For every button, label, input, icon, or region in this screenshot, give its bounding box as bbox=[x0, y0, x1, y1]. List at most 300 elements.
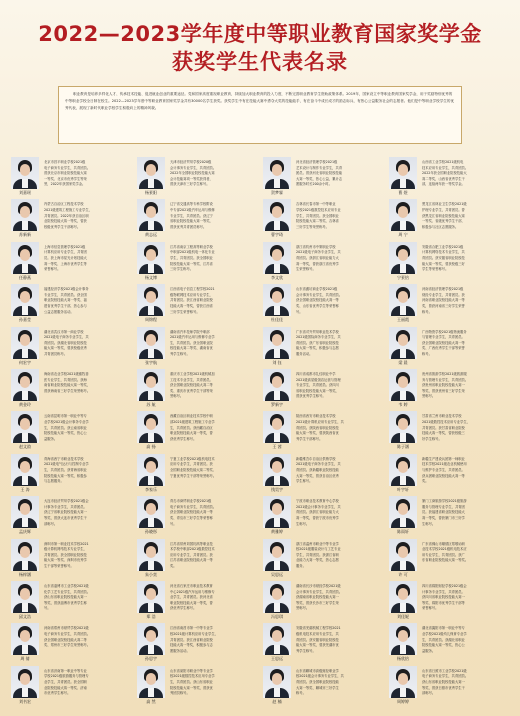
description-line: 等奖，曾获长沙市三好学生荣 bbox=[296, 600, 339, 605]
student-description bbox=[44, 245, 130, 273]
student-grid bbox=[8, 156, 512, 708]
student-photo bbox=[389, 666, 417, 698]
student-card bbox=[386, 580, 512, 622]
description-line: 学生，共青团员。获浙江省职 bbox=[296, 552, 339, 557]
student-photo bbox=[137, 666, 165, 698]
student-photo bbox=[263, 496, 291, 528]
student-card bbox=[8, 326, 134, 368]
description-line: 术学校中职部2021级数控技术 bbox=[170, 547, 215, 552]
description-line: 大赛一等奖，热心公益，累计志 bbox=[296, 176, 343, 181]
description-line: 等奖，曾获大连市优秀学生干 bbox=[44, 515, 87, 520]
student-description bbox=[422, 202, 508, 230]
student-photo bbox=[11, 496, 39, 528]
student-description bbox=[170, 669, 256, 697]
student-name: 孟庆辉 bbox=[19, 529, 31, 535]
description-line: 学生，共青团员。获全国职业 bbox=[170, 255, 213, 260]
student-card bbox=[386, 241, 512, 283]
description-line: 电子商务专业学生，共青团员。 bbox=[422, 674, 469, 679]
description-line: 校级优秀学生干部称号。 bbox=[44, 224, 81, 229]
description-line: 曾获优秀共青团员称号。 bbox=[170, 224, 207, 229]
description-line: 技术学校2021级农业机械使用 bbox=[422, 462, 467, 467]
description-line: 与维护专业学生，共青团员。 bbox=[422, 467, 465, 472]
student-description bbox=[296, 669, 382, 697]
student-description bbox=[170, 414, 256, 442]
student-description bbox=[170, 626, 256, 654]
student-description bbox=[422, 372, 508, 400]
student-photo bbox=[389, 242, 417, 274]
student-description bbox=[422, 584, 508, 612]
student-card bbox=[260, 538, 386, 580]
student-photo bbox=[263, 454, 291, 486]
description-line: 青团员。获浙江省职业能力大 bbox=[296, 255, 339, 260]
student-description bbox=[44, 499, 130, 527]
description-line bbox=[170, 479, 256, 485]
student-name: 刘嘉瑶 bbox=[19, 190, 31, 195]
description-line: 积极参与社区志愿服务。 bbox=[422, 224, 459, 229]
page-title-line2: 获奖学生代表名录 bbox=[172, 50, 348, 74]
description-line: 秀学生称号。 bbox=[296, 648, 316, 653]
student-description bbox=[296, 626, 382, 654]
description-line: 2021级汽车运用与维修专业学 bbox=[170, 335, 215, 340]
description-line: 能大赛一等奖、深圳市优秀学 bbox=[44, 558, 87, 563]
description-line: 2022年获全国职业院校技能大 bbox=[422, 171, 467, 176]
student-card bbox=[134, 495, 260, 537]
description-line: 内蒙古自治区工程技术学校 bbox=[44, 202, 84, 207]
description-line: 与管理专业学生，共青团员。 bbox=[422, 335, 465, 340]
description-line: 专业学生，共青团员。获全国 bbox=[44, 292, 87, 297]
student-name: 王丽霞 bbox=[397, 317, 409, 323]
description-line: 湖南省长沙市财经学校2021级 bbox=[296, 584, 341, 588]
student-card bbox=[8, 241, 134, 283]
student-name: 陈子涵 bbox=[397, 444, 409, 450]
description-line: 等奖，曾获淄博市优秀学生称 bbox=[44, 600, 87, 605]
description-line: 业院校技能大赛一等奖，曾获 bbox=[44, 219, 87, 224]
description-line: 云南省昆明市第一职业中等专 bbox=[44, 414, 87, 419]
description-line: 山东省济南第一职业中等专业 bbox=[44, 668, 87, 673]
description-line: 山东省淄博市工业学校2021级 bbox=[44, 584, 89, 588]
description-line: 获全国职业院校技能大赛一等 bbox=[296, 298, 339, 303]
student-description bbox=[422, 287, 508, 315]
description-line: 业学生，共青团员。获全国职 bbox=[44, 679, 87, 684]
description-line: 会计技能赛项一等奖获得者， bbox=[170, 176, 213, 181]
description-line: 河南省经济管理学校2021级 bbox=[422, 287, 464, 292]
description-line: 专业学生，共青团员。获辽宁 bbox=[170, 213, 213, 218]
description-line: 誉，2022年获国家奖学金。 bbox=[44, 182, 86, 187]
description-line: 电子商务专业学生，共青团员。 bbox=[44, 165, 91, 170]
description-line: 陕西省西安市职业技术学校 bbox=[296, 414, 336, 419]
description-line: 益服务。 bbox=[44, 436, 58, 441]
description-line: 获兵团职业院校技能大赛一等 bbox=[422, 473, 465, 478]
student-card bbox=[260, 241, 386, 283]
description-line: 吉林省长春市第一中等职业 bbox=[296, 202, 336, 207]
description-line: 奖。 bbox=[422, 479, 429, 484]
student-name: 罗新宇 bbox=[271, 402, 283, 407]
description-line: 共青团员。2022年获自治区职 bbox=[44, 213, 89, 218]
student-card bbox=[8, 410, 134, 452]
description-line: 护理专业学生，共青团员。曾 bbox=[422, 207, 465, 212]
student-description bbox=[296, 287, 382, 315]
student-name: 贺梦霖 bbox=[271, 190, 283, 195]
description-line: 青团员。获广东省职业院校技 bbox=[296, 340, 339, 345]
student-photo bbox=[263, 284, 291, 316]
description-line: 号。 bbox=[44, 606, 51, 611]
description-line: 奖，曾获河南省三好学生荣誉 bbox=[422, 303, 465, 308]
description-line: 用专业学生，共青团员。获广 bbox=[422, 552, 465, 557]
student-name: 黄雅婷 bbox=[271, 529, 283, 535]
description-line: 曾获天津市三好学生称号。 bbox=[170, 182, 210, 187]
student-name: 许 可 bbox=[398, 571, 408, 577]
description-line: 会计事务专业学生，共青团员。 bbox=[170, 165, 217, 170]
student-description bbox=[44, 542, 130, 570]
description-line: 生，共青团员。获西藏自治区 bbox=[170, 425, 213, 430]
student-photo bbox=[389, 199, 417, 231]
description-line: 奖、广西优秀学生干部等荣誉 bbox=[422, 346, 465, 351]
student-card bbox=[134, 326, 260, 368]
student-card bbox=[8, 622, 134, 664]
description-line: 湖北省襄阳市第一职业中等专 bbox=[422, 626, 465, 631]
description-line: 院校技能大赛一等奖，积极参 bbox=[44, 473, 87, 478]
description-line: 共青团员。获江西省职业院校 bbox=[170, 637, 213, 642]
student-description bbox=[170, 287, 256, 315]
description-line: 院校技能大赛一等奖、江苏省 bbox=[170, 261, 213, 266]
student-description bbox=[44, 202, 130, 230]
description-line bbox=[44, 649, 130, 655]
student-name: 王 茜 bbox=[272, 444, 282, 450]
description-line: 与志愿服务。 bbox=[44, 479, 64, 484]
student-name: 周锦程 bbox=[145, 317, 157, 323]
description-line: 奖、郑州市三好学生荣誉称号。 bbox=[44, 643, 91, 648]
description-line: 青团员。获湖北省职业院校技 bbox=[44, 340, 87, 345]
student-photo bbox=[389, 496, 417, 528]
student-description bbox=[170, 372, 256, 400]
description-line: 服务活动。 bbox=[296, 351, 313, 356]
description-line: 青团员。获浙江省职业能力大 bbox=[296, 510, 339, 515]
description-line: 生称号。 bbox=[422, 521, 436, 526]
student-description bbox=[44, 626, 130, 654]
description-line: 服务。 bbox=[296, 563, 306, 568]
student-card bbox=[260, 580, 386, 622]
student-photo bbox=[263, 199, 291, 231]
student-card bbox=[386, 495, 512, 537]
student-card bbox=[8, 665, 134, 707]
description-line: 2021级计算机应用专业学生，共 bbox=[296, 419, 344, 424]
description-line: 大连市经济贸易学校2021级会 bbox=[44, 499, 89, 504]
student-name: 吴思远 bbox=[271, 571, 283, 577]
description-line: 共青团员。获江西省职业院校 bbox=[170, 298, 213, 303]
description-line: 广东省佛山市顺德区郑敬诒职 bbox=[422, 541, 465, 546]
student-name: 梁 晨 bbox=[398, 359, 408, 365]
student-name: 李文欣 bbox=[271, 274, 283, 280]
description-line: 誉称号。 bbox=[422, 394, 436, 399]
student-card bbox=[134, 283, 260, 325]
description-line: 级机电技术应用专业学生，共 bbox=[296, 631, 339, 636]
student-name: 叶宇轩 bbox=[397, 486, 409, 492]
student-card bbox=[260, 156, 386, 198]
description-line: 河南省郑州市财贸学校2021级 bbox=[44, 626, 89, 631]
student-description bbox=[170, 499, 256, 527]
description-line: 一等奖、北京市优秀学生等荣 bbox=[44, 176, 87, 181]
student-card bbox=[134, 665, 260, 707]
description-line: 生，共青团员。获全国职业院 bbox=[170, 340, 213, 345]
description-line: 部称号。 bbox=[422, 691, 436, 696]
student-description bbox=[422, 626, 508, 654]
student-photo bbox=[11, 623, 39, 655]
student-photo bbox=[11, 157, 39, 189]
description-line: 技能大赛一等奖，积极参与志 bbox=[170, 643, 213, 648]
description-line: 服务与管理专业学生，共青团 bbox=[422, 504, 465, 509]
description-line: 深圳市第一职业技术学校2021 bbox=[44, 541, 89, 546]
description-line: 技术应用专业学生，共青团员。 bbox=[422, 165, 469, 170]
description-line: 会计事务专业学生，共青团员。 bbox=[296, 292, 343, 297]
description-line: 辽宁省交通高等专科学校附设 bbox=[170, 202, 213, 207]
student-description bbox=[44, 669, 130, 697]
student-name: 周 倩 bbox=[20, 656, 30, 662]
description-line: 山东省日照市工业学校2021级 bbox=[422, 668, 467, 673]
description-line: 秀团员称号。 bbox=[170, 691, 190, 696]
student-name: 刘 钰 bbox=[272, 359, 282, 365]
description-line: 生称号。 bbox=[296, 521, 310, 526]
student-description bbox=[422, 499, 508, 527]
student-card bbox=[260, 198, 386, 240]
student-card bbox=[134, 410, 260, 452]
description-line: 河南省职业院校技能大赛一等 bbox=[422, 298, 465, 303]
student-photo bbox=[137, 496, 165, 528]
student-name: 王 涛 bbox=[20, 486, 30, 492]
student-card bbox=[8, 580, 134, 622]
student-card bbox=[260, 453, 386, 495]
description-line bbox=[422, 564, 508, 570]
student-name: 杨梓涵 bbox=[19, 571, 31, 577]
student-photo bbox=[263, 581, 291, 613]
description-line: 能大赛一等奖，积极参与志愿 bbox=[296, 346, 339, 351]
student-name: 杜佳佳 bbox=[271, 317, 283, 323]
student-photo bbox=[11, 369, 39, 401]
student-name: 何宏宇 bbox=[19, 359, 31, 365]
description-line: 务与管理专业学生，共青团员。 bbox=[422, 377, 469, 382]
description-line: 获全国职业院校技能大赛二等 bbox=[44, 637, 87, 642]
student-photo bbox=[137, 411, 165, 443]
student-card bbox=[134, 453, 260, 495]
student-description bbox=[296, 202, 382, 230]
student-name: 朱小奕 bbox=[145, 571, 157, 577]
description-line: 技能大赛一等奖，曾获校级三 bbox=[422, 431, 465, 436]
description-line: 三好学生称号。 bbox=[170, 267, 194, 272]
student-card bbox=[8, 198, 134, 240]
student-photo bbox=[11, 666, 39, 698]
student-description bbox=[44, 287, 130, 315]
student-photo bbox=[137, 454, 165, 486]
description-line: 生，共青团员。获青海省职业 bbox=[44, 467, 87, 472]
student-photo bbox=[389, 369, 417, 401]
student-photo bbox=[263, 242, 291, 274]
student-description bbox=[44, 584, 130, 612]
student-description bbox=[296, 542, 382, 570]
description-line: 获全国职业院校技能大赛一等 bbox=[170, 510, 213, 515]
description-line: 医专业学生，共青团员。获海 bbox=[44, 377, 87, 382]
description-line: 大赛一等奖，曾获自治区优秀 bbox=[296, 473, 339, 478]
description-line: 青岛市商贸职业学校2021级 bbox=[170, 499, 212, 504]
student-card bbox=[134, 156, 260, 198]
description-line: 公益志愿服务活动。 bbox=[44, 309, 74, 314]
description-line: 三好学生荣誉称号。 bbox=[170, 309, 200, 314]
description-line: 职业院校技能大赛一等奖，曾 bbox=[170, 431, 213, 436]
student-name: 杨景阳 bbox=[145, 190, 157, 195]
student-description bbox=[170, 330, 256, 358]
student-photo bbox=[137, 157, 165, 189]
student-card bbox=[386, 410, 512, 452]
description-line: 宁夏工业学校2021级机电技术 bbox=[170, 456, 215, 461]
description-line: 中专部2021级汽车运用与维修 bbox=[170, 207, 215, 212]
description-line: 校2021级计算机应用专业学生， bbox=[170, 631, 218, 636]
description-line: 团员。曾获河北省职业院校技能 bbox=[296, 171, 343, 176]
student-card bbox=[8, 368, 134, 410]
student-name: 杨欣怡 bbox=[397, 656, 409, 662]
student-photo bbox=[389, 157, 417, 189]
description-line: 会计事务专业学生，共青团员。 bbox=[296, 589, 343, 594]
description-line: 校2021级服装设计与工艺专业 bbox=[296, 547, 341, 552]
student-photo bbox=[11, 454, 39, 486]
description-line: 江苏省职业院校技能大赛一等 bbox=[170, 558, 213, 563]
description-line: 厦门工商旅游学校2021级旅游 bbox=[422, 499, 467, 504]
description-line: 青团员。获安徽省职业院校技 bbox=[422, 255, 465, 260]
student-description bbox=[44, 160, 130, 188]
description-line: 秀学生干部称号。 bbox=[296, 436, 323, 441]
description-line: 全国职业院校技能大赛二等奖、 bbox=[170, 467, 217, 472]
description-line: 计算机网络技术专业学生，共 bbox=[422, 250, 465, 255]
description-line: 好学生称号。 bbox=[422, 436, 442, 441]
description-line: 学生称号。 bbox=[296, 479, 313, 484]
student-card bbox=[386, 622, 512, 664]
student-card bbox=[260, 410, 386, 452]
student-name: 孙晓彤 bbox=[145, 529, 157, 535]
description-line: 中心2021级汽车运用与维修专 bbox=[170, 589, 215, 594]
student-card bbox=[134, 368, 260, 410]
student-description bbox=[296, 584, 382, 612]
description-line: 江苏省南京工程高等职业学校 bbox=[170, 244, 213, 249]
description-line: 等奖，曾获日照市优秀学生干 bbox=[422, 685, 465, 690]
student-description bbox=[170, 245, 256, 273]
student-description bbox=[296, 160, 382, 188]
description-line: 业技术学校2021级机电技术应 bbox=[422, 547, 467, 552]
description-line: 2021级高星级饭店运营与管理 bbox=[296, 377, 341, 382]
student-photo bbox=[389, 581, 417, 613]
description-line: 共青团员。获甘肃省职业院校 bbox=[422, 425, 465, 430]
student-card bbox=[8, 495, 134, 537]
student-photo bbox=[137, 242, 165, 274]
description-line: 能大赛一等奖，曾获陕西省优 bbox=[296, 431, 339, 436]
description-line: 校2021级数控技术应用专业学 bbox=[170, 674, 215, 679]
description-line: 大赛一等奖、聊城市三好学生 bbox=[296, 685, 339, 690]
student-name: 周 宁 bbox=[398, 232, 408, 238]
description-line: 浙江省温州市职业中等专业学 bbox=[296, 541, 339, 546]
student-description bbox=[44, 414, 130, 442]
student-photo bbox=[263, 666, 291, 698]
description-line: 能大赛一等奖，曾获校级三好 bbox=[422, 261, 465, 266]
student-description bbox=[44, 372, 130, 400]
student-photo bbox=[137, 369, 165, 401]
description-line: 荣誉称号。 bbox=[44, 267, 61, 272]
description-line: 山东省聊城市高级财经职业学 bbox=[296, 668, 339, 673]
description-line: 业院校技能大赛一等奖、济南 bbox=[44, 685, 87, 690]
description-line: 2021级电子商务专业学生，共 bbox=[296, 462, 341, 467]
description-line: 称号。 bbox=[296, 691, 306, 696]
description-line: 生荣誉称号。 bbox=[296, 267, 316, 272]
description-line: 院校技能大赛一等奖，热心公 bbox=[422, 643, 465, 648]
description-line: 秀学生称号。 bbox=[170, 351, 190, 356]
description-line: 获全国职业院校技能大赛一等 bbox=[422, 340, 465, 345]
description-line: 赛一等奖、上海市优秀学生等 bbox=[44, 261, 87, 266]
student-description bbox=[44, 330, 130, 358]
student-photo bbox=[11, 581, 39, 613]
description-line: 赛一等奖，曾获厦门市三好学 bbox=[422, 515, 465, 520]
description-line: 员。获上海市星光计划技能大 bbox=[44, 255, 87, 260]
description-line: 院校技能大赛二等奖、吉林省 bbox=[296, 219, 339, 224]
description-line: 青海省西宁市职业技术学校 bbox=[44, 456, 84, 461]
description-line: 江苏省常州刘国钧高等职业技 bbox=[170, 541, 213, 546]
description-line: 应用专业学生，共青团员。获 bbox=[170, 462, 213, 467]
description-line: 上海市信息管理学校2021级 bbox=[44, 244, 86, 249]
description-line: 福建经济学校2021级会计事务 bbox=[44, 287, 89, 292]
description-line: 湖北省武汉市第一商业学校 bbox=[44, 329, 84, 334]
description-line: 南省职业院校技能大赛一等奖， bbox=[44, 383, 91, 388]
description-line: 能大赛一等奖，曾获芜湖市优 bbox=[296, 643, 339, 648]
description-line: 专业学生，共青团员。获四川 bbox=[296, 383, 339, 388]
description-line: 广东省对外贸易职业技术学校 bbox=[296, 329, 339, 334]
student-name: 曹 煜 bbox=[398, 190, 408, 195]
description-line: 化学工艺专业学生，共青团员。 bbox=[44, 589, 91, 594]
description-line: 省职业院校技能大赛一等奖， bbox=[296, 388, 339, 393]
description-line: 职业院校技能大赛一等奖、福 bbox=[44, 298, 87, 303]
student-photo bbox=[389, 327, 417, 359]
description-line: 誉称号。 bbox=[296, 606, 310, 611]
description-line: 2021级会计事务专业学生，共 bbox=[296, 504, 341, 509]
student-photo bbox=[263, 539, 291, 571]
description-line: 号。 bbox=[296, 309, 303, 314]
description-line: 愿服务时长200余小时。 bbox=[296, 182, 332, 187]
description-line: 黑龙江省林业卫生学校2021级 bbox=[422, 202, 467, 207]
student-photo bbox=[263, 369, 291, 401]
intro-paragraph: 职业教育是培养多样化人才、传承技术技能、促进就业创业的重要途径。党和国家高度重视职业教育，持续加大职业教育的投入力度，不断完善职业教育学生资助政策体系。2019年，国家设立中等职业教育国家奖学金，用于奖励特别优秀的中等职业学校全日制在校生。2022—2023学年度中等职业教育国家奖学金共有30000名学生获奖。获奖学生中有在技能大赛中勇夺大奖的技能能手，有在奋斗中成长成才的励志标兵，有热心公益服务社会的志愿者。他们是中等职业学校学生的优秀代表，展现了新时代职业学校学生积极向上的精神风貌。 bbox=[58, 86, 462, 144]
description-line: 宁波市职业技术教育中心学校 bbox=[296, 499, 339, 504]
student-name: 赵文韵 bbox=[19, 444, 31, 450]
student-card bbox=[8, 538, 134, 580]
student-card bbox=[386, 665, 512, 707]
description-line: 2021级建筑工程施工专业学生， bbox=[44, 207, 92, 212]
student-photo bbox=[389, 454, 417, 486]
student-description bbox=[170, 542, 256, 570]
description-line: 誉称号。 bbox=[170, 394, 184, 399]
description-line: 愿服务活动。 bbox=[170, 648, 190, 653]
student-name: 苏新新 bbox=[19, 232, 31, 238]
description-line: 学校2021级数控技术应用专业 bbox=[296, 207, 341, 212]
student-card bbox=[386, 368, 512, 410]
student-name: 高 扬 bbox=[146, 444, 156, 450]
description-line: 新疆生产建设兵团第一师职业 bbox=[422, 456, 465, 461]
student-name: 冯思琪 bbox=[271, 614, 283, 619]
description-line: 获山东省职业院校技能大赛一 bbox=[422, 679, 465, 684]
student-description bbox=[44, 457, 130, 485]
description-line: 益服务。 bbox=[422, 648, 436, 653]
description-line: 一等奖、省级优秀学生干部， bbox=[422, 219, 465, 224]
student-card bbox=[8, 283, 134, 325]
description-line: 甘肃省兰州市职业技术学校 bbox=[422, 414, 462, 419]
student-card bbox=[386, 453, 512, 495]
student-name: 杨文博 bbox=[145, 274, 157, 280]
student-photo bbox=[11, 327, 39, 359]
description-line: 计事务专业学生，共青团员。 bbox=[44, 504, 87, 509]
description-line: 中职部2021级机电一体化专业 bbox=[170, 250, 215, 255]
description-line: 四川省绵阳财经学校2021级会 bbox=[422, 584, 467, 588]
